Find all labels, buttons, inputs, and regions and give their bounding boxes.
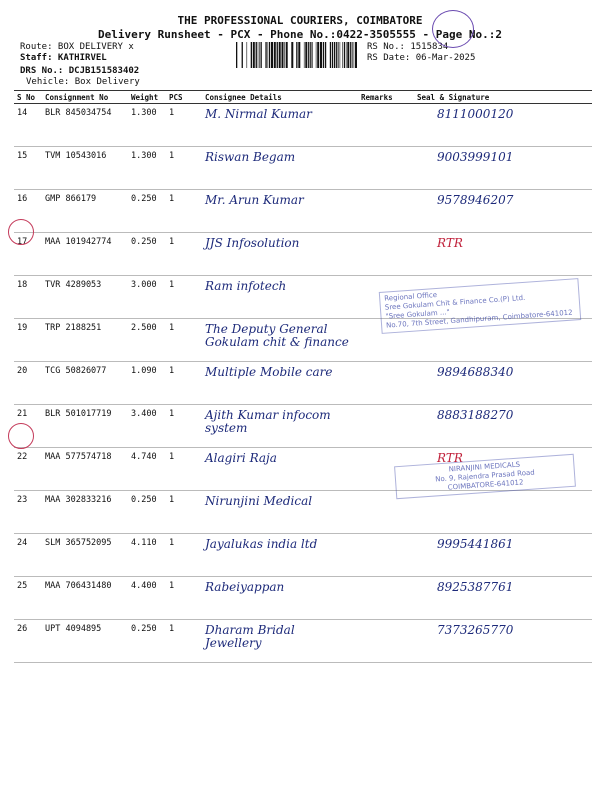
row-weight: 1.300 — [128, 147, 166, 190]
barcode-bar — [338, 42, 339, 68]
table-row — [14, 405, 592, 448]
row-weight: 4.740 — [128, 448, 166, 491]
row-consignee — [202, 362, 358, 405]
barcode-bar — [296, 42, 297, 68]
barcode-bar — [317, 42, 319, 68]
barcode-bar — [271, 42, 273, 68]
row-pcs: 1 — [166, 491, 202, 534]
row-signature — [414, 620, 592, 663]
consignee-handwriting: The Deputy General Gokulam chit & finance — [205, 322, 349, 349]
row-pcs: 1 — [166, 534, 202, 577]
barcode-bar — [265, 42, 266, 68]
row-signature — [414, 362, 592, 405]
row-sno: 18 — [14, 276, 42, 319]
barcode-bar — [269, 42, 270, 68]
col-sno: S No — [14, 91, 42, 104]
row-signature — [414, 491, 592, 534]
row-consignment: MAA 706431480 — [42, 577, 128, 620]
signature-handwriting: 8883188270 — [437, 408, 514, 422]
row-remarks — [358, 104, 414, 147]
row-remarks — [358, 147, 414, 190]
barcode-bar — [352, 42, 353, 68]
row-pcs: 1 — [166, 319, 202, 362]
runsheet-table — [14, 90, 592, 663]
barcode-bar — [325, 42, 326, 68]
row-consignment: UPT 4094895 — [42, 620, 128, 663]
barcode-bar — [308, 42, 309, 68]
consignee-handwriting: Multiple Mobile care — [205, 365, 333, 379]
row-weight: 3.400 — [128, 405, 166, 448]
row-consignee — [202, 147, 358, 190]
table-row — [14, 620, 592, 663]
row-sno: 19 — [14, 319, 42, 362]
route-label: Route: BOX DELIVERY x — [20, 42, 134, 52]
row-sno: 26 — [14, 620, 42, 663]
barcode-bar — [258, 42, 259, 68]
row-remarks — [358, 190, 414, 233]
barcode-bar — [282, 42, 284, 68]
barcode-bar — [340, 42, 341, 68]
table-row — [14, 190, 592, 233]
row-consignment: TRP 2188251 — [42, 319, 128, 362]
barcode-bar — [277, 42, 278, 68]
row-consignee — [202, 190, 358, 233]
barcode-bar — [261, 42, 262, 68]
regional-office-stamp: Regional Office Sree Gokulam Chit & Finance Co.(P) Ltd. "Sree Gokulam ..." No.70, 7th Street, Gandhipuram, Coimbatore-641012 — [379, 278, 581, 334]
table-row — [14, 577, 592, 620]
consignee-handwriting: M. Nirmal Kumar — [205, 107, 312, 121]
row-sno: 21 — [14, 405, 42, 448]
row-pcs: 1 — [166, 276, 202, 319]
signature-handwriting: 8925387761 — [437, 580, 514, 594]
barcode-bar — [312, 42, 313, 68]
row-signature — [414, 190, 592, 233]
row-sno: 20 — [14, 362, 42, 405]
col-consignment: Consignment No — [42, 91, 128, 104]
col-remarks: Remarks — [358, 91, 414, 104]
row-signature — [414, 577, 592, 620]
row-pcs: 1 — [166, 448, 202, 491]
row-consignee — [202, 577, 358, 620]
consignee-handwriting: Alagiri Raja — [205, 451, 277, 465]
signature-handwriting: 9578946207 — [437, 193, 514, 207]
barcode-bar — [253, 42, 255, 68]
row-pcs: 1 — [166, 620, 202, 663]
row-consignment: MAA 302833216 — [42, 491, 128, 534]
table-row — [14, 362, 592, 405]
barcode-bar — [350, 42, 351, 68]
barcode-bar — [354, 42, 355, 68]
row-pcs: 1 — [166, 104, 202, 147]
row-sno: 25 — [14, 577, 42, 620]
barcode-bar — [346, 42, 347, 68]
row-remarks — [358, 362, 414, 405]
barcode-icon — [236, 42, 361, 68]
row-consignee — [202, 491, 358, 534]
row-consignee — [202, 276, 358, 319]
consignee-handwriting: Rabeiyappan — [205, 580, 285, 594]
consignee-handwriting: Nirunjini Medical — [205, 494, 313, 508]
col-seal-signature: Seal & Signature — [414, 91, 592, 104]
row-weight: 1.090 — [128, 362, 166, 405]
row-remarks — [358, 233, 414, 276]
barcode-bar — [332, 42, 333, 68]
table-row — [14, 147, 592, 190]
row-weight: 2.500 — [128, 319, 166, 362]
row-sno: 16 — [14, 190, 42, 233]
page-circle-mark — [432, 10, 474, 48]
table-row — [14, 534, 592, 577]
runsheet-title: Delivery Runsheet - PCX - Phone No.:0422-3505555 - Page No.:2 — [98, 28, 502, 41]
barcode-bar — [274, 42, 276, 68]
row-remarks — [358, 577, 414, 620]
consignee-handwriting: JJS Infosolution — [205, 236, 300, 250]
barcode-bar — [330, 42, 331, 68]
row-signature — [414, 405, 592, 448]
barcode-bar — [304, 42, 305, 68]
row-weight: 1.300 — [128, 104, 166, 147]
row-consignment: GMP 866179 — [42, 190, 128, 233]
barcode-bar — [298, 42, 300, 68]
row-consignee — [202, 233, 358, 276]
row-sno: 23 — [14, 491, 42, 534]
signature-handwriting: 9995441861 — [437, 537, 514, 551]
signature-handwriting: 8111000120 — [437, 107, 514, 121]
row-consignment: SLM 365752095 — [42, 534, 128, 577]
barcode-bar — [236, 42, 237, 68]
row-pcs: 1 — [166, 577, 202, 620]
row-sno: 15 — [14, 147, 42, 190]
row-consignment: TVR 4289053 — [42, 276, 128, 319]
barcode-bar — [316, 42, 317, 68]
row-weight: 3.000 — [128, 276, 166, 319]
barcode-bar — [323, 42, 324, 68]
signature-handwriting: 7373265770 — [437, 623, 514, 637]
row-remarks — [358, 620, 414, 663]
row-consignment: BLR 845034754 — [42, 104, 128, 147]
row-consignee — [202, 620, 358, 663]
barcode-bar — [347, 42, 349, 68]
red-circle-22 — [8, 423, 34, 449]
col-weight: Weight — [128, 91, 166, 104]
staff-label: Staff: KATHIRVEL — [20, 53, 107, 63]
rs-number: RS No.: 1515834 — [367, 42, 449, 52]
row-remarks — [358, 405, 414, 448]
row-consignee — [202, 319, 358, 362]
row-pcs: 1 — [166, 190, 202, 233]
row-weight: 0.250 — [128, 491, 166, 534]
barcode-bar — [251, 42, 252, 68]
row-signature — [414, 147, 592, 190]
row-pcs: 1 — [166, 233, 202, 276]
table-row — [14, 233, 592, 276]
vehicle-label: Vehicle: Box Delivery — [26, 77, 140, 87]
row-consignment: MAA 577574718 — [42, 448, 128, 491]
row-sno: 17 — [14, 233, 42, 276]
barcode-bar — [268, 42, 269, 68]
consignee-handwriting: Jayalukas india ltd — [205, 537, 318, 551]
barcode-bar — [320, 42, 322, 68]
consignee-handwriting: Dharam Bridal Jewellery — [205, 623, 295, 650]
row-sno: 24 — [14, 534, 42, 577]
signature-handwriting: 9894688340 — [437, 365, 514, 379]
row-consignee — [202, 534, 358, 577]
barcode-bar — [344, 42, 345, 68]
consignee-handwriting: Mr. Arun Kumar — [205, 193, 304, 207]
row-consignee — [202, 405, 358, 448]
row-weight: 0.250 — [128, 233, 166, 276]
row-consignment: TVM 10543016 — [42, 147, 128, 190]
barcode-bar — [286, 42, 288, 68]
row-pcs: 1 — [166, 362, 202, 405]
barcode-bar — [305, 42, 307, 68]
barcode-bar — [284, 42, 285, 68]
row-signature — [414, 233, 592, 276]
barcode-bar — [247, 42, 248, 68]
col-consignee: Consignee Details — [202, 91, 358, 104]
row-sno: 14 — [14, 104, 42, 147]
row-weight: 0.250 — [128, 190, 166, 233]
drs-number: DRS No.: DCJB151583402 — [20, 66, 140, 76]
signature-handwriting: RTR — [437, 236, 463, 250]
signature-handwriting: RTR — [437, 451, 463, 465]
company-title: THE PROFESSIONAL COURIERS, COIMBATORE — [177, 14, 423, 27]
row-consignee — [202, 104, 358, 147]
consignee-handwriting: Ram infotech — [205, 279, 287, 293]
consignee-handwriting: Ajith Kumar infocom system — [205, 408, 331, 435]
barcode-bar — [334, 42, 335, 68]
row-weight: 4.400 — [128, 577, 166, 620]
table-header-row — [14, 91, 592, 104]
row-weight: 0.250 — [128, 620, 166, 663]
row-consignment: BLR 501017719 — [42, 405, 128, 448]
row-signature — [414, 104, 592, 147]
row-sno: 22 — [14, 448, 42, 491]
signature-handwriting: 9003999101 — [437, 150, 514, 164]
barcode-bar — [310, 42, 311, 68]
row-pcs: 1 — [166, 147, 202, 190]
barcode-bar — [259, 42, 260, 68]
row-consignment: MAA 101942774 — [42, 233, 128, 276]
row-pcs: 1 — [166, 405, 202, 448]
barcode-bar — [291, 42, 293, 68]
medical-stamp: NIRANJINI MEDICALS No. 9, Rajendra Prasad Road COIMBATORE-641012 — [394, 454, 576, 499]
row-consignee — [202, 448, 358, 491]
barcode-bar — [256, 42, 257, 68]
barcode-bar — [279, 42, 281, 68]
rs-date: RS Date: 06-Mar-2025 — [367, 53, 476, 63]
barcode-bar — [336, 42, 337, 68]
barcode-bar — [355, 42, 357, 68]
barcode-bar — [342, 42, 343, 68]
table-row — [14, 104, 592, 147]
table-row — [14, 491, 592, 534]
row-consignment: TCG 50826077 — [42, 362, 128, 405]
barcode-bar — [242, 42, 243, 68]
row-signature — [414, 534, 592, 577]
red-circle-17 — [8, 219, 34, 245]
row-remarks — [358, 534, 414, 577]
row-weight: 4.110 — [128, 534, 166, 577]
consignee-handwriting: Riswan Begam — [205, 150, 296, 164]
col-pcs: PCS — [166, 91, 202, 104]
